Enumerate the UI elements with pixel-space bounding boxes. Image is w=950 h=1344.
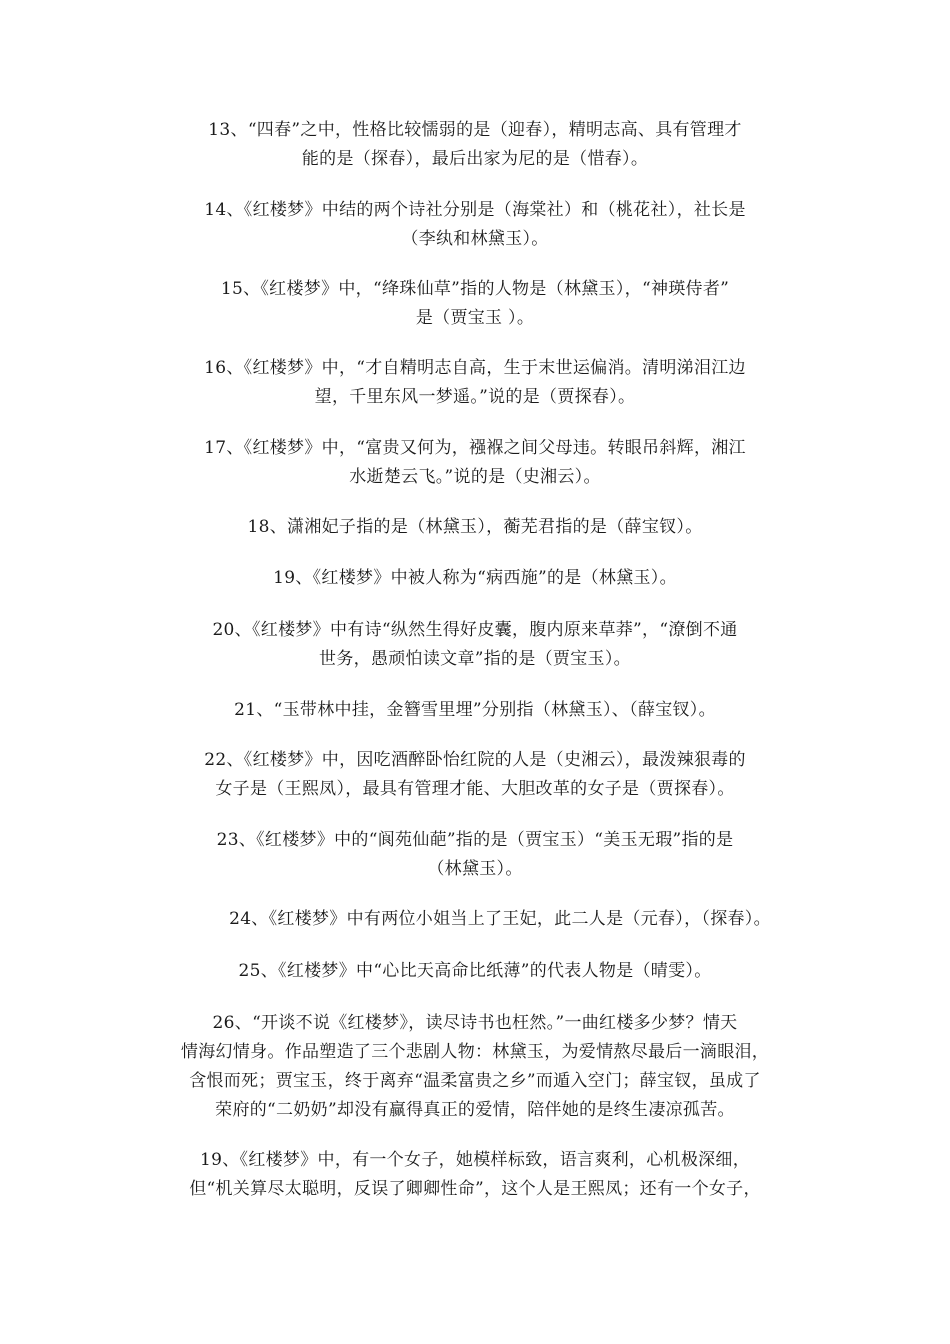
question-22 <box>150 746 800 804</box>
question-25 <box>150 957 800 986</box>
question-23-line-1: 23、《红楼梦》中的“阆苑仙葩”指的是（贾宝玉）“美玉无瑕”指的是 <box>216 830 734 850</box>
question-19b-line-1: 19、《红楼梦》中，有一个女子，她模样标致，语言爽利，心机极深细， <box>199 1150 751 1170</box>
question-18-line-1: 18、潇湘妃子指的是（林黛玉），蘅芜君指的是（薛宝钗）。 <box>247 517 703 537</box>
question-18 <box>150 513 800 542</box>
question-20-line-2: 世务，愚顽怕读文章”指的是（贾宝玉）。 <box>319 649 631 669</box>
question-14 <box>150 196 800 254</box>
question-15 <box>150 275 800 333</box>
question-17-line-1: 17、《红楼梦》中，“富贵又何为，襁褓之间父母违。转眼吊斜辉，湘江 <box>204 438 746 458</box>
question-21-line-1: 21、“玉带林中挂，金簪雪里埋”分别指（林黛玉）、（薛宝钗）。 <box>234 700 716 720</box>
question-14-line-2: （李纨和林黛玉）。 <box>401 229 549 249</box>
question-19b <box>130 1146 820 1204</box>
question-20-line-1: 20、《红楼梦》中有诗“纵然生得好皮囊，腹内原来草莽”，“潦倒不通 <box>212 620 738 640</box>
question-13 <box>150 116 800 174</box>
question-23 <box>150 826 800 884</box>
question-15-line-1: 15、《红楼梦》中，“绛珠仙草”指的人物是（林黛玉），“神瑛侍者” <box>220 279 730 299</box>
question-19b-line-2: 但“机关算尽太聪明，反误了卿卿性命”，这个人是王熙凤；还有一个女子， <box>189 1179 761 1199</box>
question-26-line-1: 26、“开谈不说《红楼梦》，读尽诗书也枉然。”一曲红楼多少梦？情天 <box>212 1013 738 1033</box>
question-26-line-2: 情海幻情身。作品塑造了三个悲剧人物：林黛玉，为爱情熬尽最后一滴眼泪， <box>180 1042 770 1062</box>
question-19-line-1: 19、《红楼梦》中被人称为“病西施”的是（林黛玉）。 <box>273 568 677 588</box>
question-13-line-2: 能的是（探春），最后出家为尼的是（惜春）。 <box>301 149 649 169</box>
question-22-line-1: 22、《红楼梦》中，因吃酒醉卧怡红院的人是（史湘云），最泼辣狠毒的 <box>204 750 746 770</box>
question-17-line-2: 水逝楚云飞。”说的是（史湘云）。 <box>349 467 601 487</box>
question-16-line-1: 16、《红楼梦》中，“才自精明志自高，生于末世运偏消。清明涕泪江边 <box>204 358 746 378</box>
question-13-line-1: 13、“四春”之中，性格比较懦弱的是（迎春），精明志高、具有管理才 <box>208 120 742 140</box>
question-16 <box>150 354 800 412</box>
question-19 <box>150 564 800 593</box>
question-25-line-1: 25、《红楼梦》中“心比天高命比纸薄”的代表人物是（晴雯）。 <box>238 961 712 981</box>
question-15-line-2: 是（贾宝玉 ）。 <box>415 308 535 328</box>
question-16-line-2: 望，千里东风一梦遥。”说的是（贾探春）。 <box>314 387 636 407</box>
question-26-line-4: 荣府的“二奶奶”却没有赢得真正的爱情，陪伴她的是终生凄凉孤苦。 <box>215 1100 735 1120</box>
question-26-line-3: 含恨而死；贾宝玉，终于离弃“温柔富贵之乡”而遁入空门；薛宝钗，虽成了 <box>189 1071 761 1091</box>
question-22-line-2: 女子是（王熙凤），最具有管理才能、大胆改革的女子是（贾探春）。 <box>215 779 735 799</box>
question-14-line-1: 14、《红楼梦》中结的两个诗社分别是（海棠社）和（桃花社），社长是 <box>204 200 746 220</box>
question-17 <box>150 434 800 492</box>
question-24 <box>160 905 840 934</box>
question-24-line-1: 24、《红楼梦》中有两位小姐当上了王妃，此二人是（元春），（探春）。 <box>229 909 771 929</box>
question-23-line-2: （林黛玉）。 <box>427 859 523 879</box>
question-20 <box>150 616 800 674</box>
question-21 <box>150 696 800 725</box>
question-26 <box>130 1009 820 1125</box>
